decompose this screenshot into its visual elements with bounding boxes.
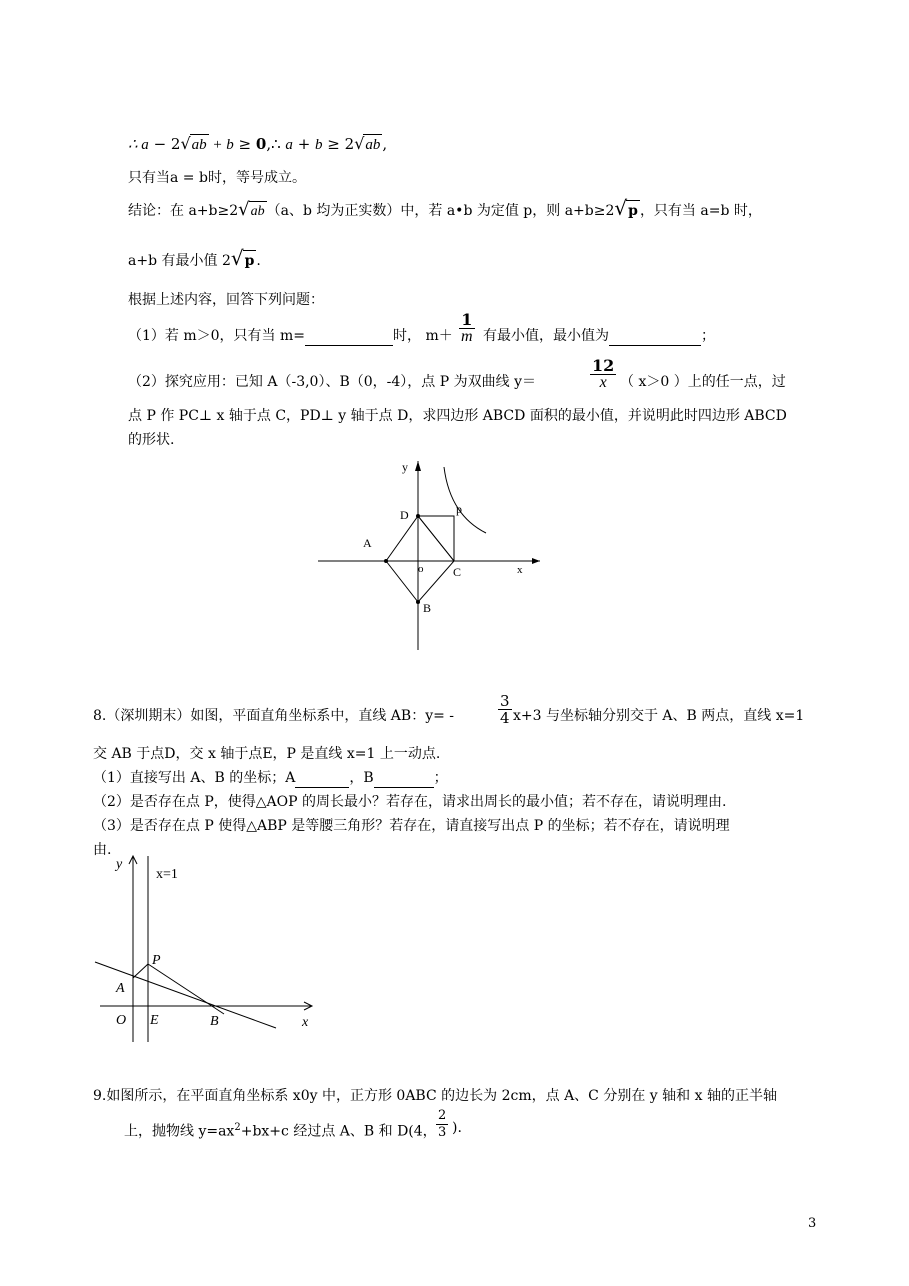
answer-blank-m[interactable]: [305, 331, 393, 346]
conclusion-line: 结论：在 a+b≥2√ab （a、b 均为正实数）中，若 a•b 为定值 p，则 a+b≥2√p ，只有当 a=b 时，: [128, 196, 762, 220]
q7-part2-line1a: （2）探究应用：已知 A（-3,0）、B（0，-4），点 P 为双曲线 y＝: [128, 374, 536, 390]
answer-blank-a[interactable]: [295, 773, 349, 788]
q7-part1-min: 有最小值，最小值为 ；: [483, 328, 715, 344]
proof-line-2: 只有当a = b时，等号成立。: [128, 170, 306, 186]
label-o: o: [418, 563, 424, 575]
q9-line2: 上，抛物线 $y=ax^2+bx+c$ 经过点 A、B 和 D(4，: [124, 1122, 437, 1140]
point-d-dot: [416, 514, 420, 518]
label-x-equals-1: x=1: [156, 867, 178, 882]
point-a-dot: [384, 559, 388, 563]
label-x: x: [517, 564, 523, 576]
q7-part2-line1b: （ x＞0 ）上的任一点，过: [620, 374, 786, 390]
page-number: 3: [808, 1216, 817, 1231]
label-o: O: [116, 1013, 127, 1028]
min-value-line: a+b 有最小值 2√p .: [128, 246, 261, 270]
label-d: D: [400, 508, 409, 522]
label-e: E: [150, 1013, 159, 1028]
figure-line-ab: [90, 852, 330, 1042]
q8-line4: （2）是否存在点 P，使得△AOP 的周长最小？若存在，请求出周长的最小值；若不存在，请说明理由.: [93, 794, 727, 810]
label-x: x: [302, 1015, 309, 1030]
q7-part2-line3: 的形状.: [128, 432, 175, 448]
fraction-3-over-4: $\frac{3}{4}$: [500, 692, 510, 727]
q9-line2-end: ).: [452, 1120, 462, 1136]
figure-quadrilateral-abcd: [310, 455, 550, 655]
label-a: A: [363, 536, 372, 550]
answer-blank-b[interactable]: [374, 773, 434, 788]
label-a: A: [116, 981, 125, 996]
label-b: B: [423, 601, 432, 615]
label-y: y: [116, 857, 123, 872]
hyperbola-curve: [444, 467, 486, 533]
q7-part1: （1）若 m＞0，只有当 m= 时， m＋: [128, 328, 453, 344]
label-p: p: [456, 502, 462, 516]
segment-ap: [133, 964, 148, 978]
label-b: B: [210, 1014, 219, 1029]
q8-line1a: 8.（深圳期末）如图，平面直角坐标系中，直线 AB：y= -: [93, 708, 455, 724]
label-p: P: [152, 953, 161, 968]
q9-line1: 9.如图所示，在平面直角坐标系 x0y 中，正方形 0ABC 的边长为 2cm，点 A、C 分别在 y 轴和 x 轴的正半轴: [93, 1088, 777, 1104]
fraction-1-over-m: $\frac{1}{m}$: [461, 310, 473, 345]
diagonal-dc: [418, 516, 454, 561]
label-c: C: [453, 565, 462, 579]
label-y: y: [402, 460, 408, 474]
quadrilateral-abcd: [386, 516, 454, 602]
fraction-12-over-x: $\frac{12}{x}$: [592, 356, 615, 391]
q8-line3: （1）直接写出 A、B 的坐标；A ，B ；: [93, 770, 448, 786]
fraction-2-over-3: $\frac{2}{3}$: [438, 1108, 447, 1140]
q8-line5: （3）是否存在点 P 使得△ABP 是等腰三角形？若存在，请直接写出点 P 的坐标；若不存在，请说明理: [93, 818, 730, 834]
point-b-dot: [416, 600, 420, 604]
answer-blank-min[interactable]: [609, 331, 701, 346]
q8-line6: 由.: [93, 842, 112, 858]
proof-line-1: ∴ a − 2√ab + b ≥ 0,∴ a + b ≥ 2√ab ,: [128, 134, 388, 153]
q8-line1b: x+3 与坐标轴分别交于 A、B 两点，直线 x=1: [513, 708, 805, 724]
q7-part2-line2: 点 P 作 PC⊥ x 轴于点 C，PD⊥ y 轴于点 D，求四边形 ABCD 面积的最小值，并说明此时四边形 ABCD: [128, 408, 787, 424]
q8-line2: 交 AB 于点D，交 x 轴于点E，P 是直线 x=1 上一动点.: [93, 746, 441, 762]
intro-line: 根据上述内容，回答下列问题：: [128, 292, 324, 308]
